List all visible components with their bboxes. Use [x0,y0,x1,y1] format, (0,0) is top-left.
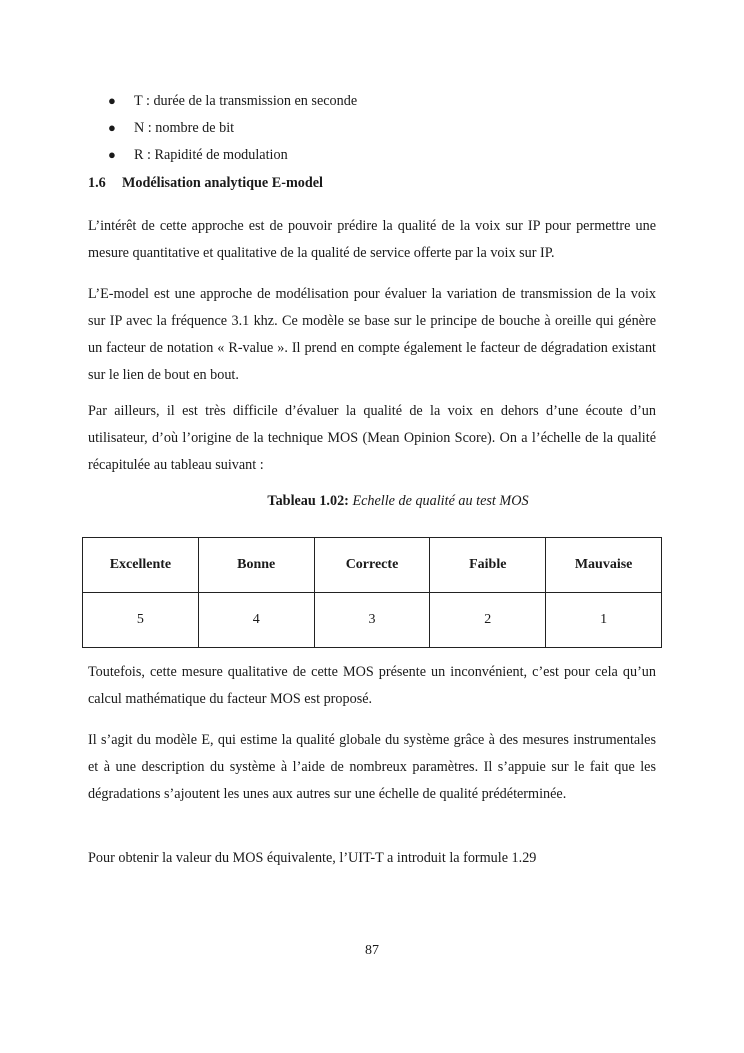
section-heading [88,175,323,192]
table-row [83,593,662,648]
bullet-text: R : Rapidité de modulation [134,146,288,163]
table-caption-label: Tableau 1.02: [267,493,349,509]
bullet-text: T : durée de la transmission en seconde [134,92,358,109]
bullet-list [108,87,357,168]
paragraph: L’E-model est une approche de modélisation pour évaluer la variation de transmission de la voix sur IP avec la fréquence 3.1 khz. Ce modèle se base sur le principe de bouche à oreille qui génère un facteur de notation « R-value ». Il prend en compte également le facteur de dégradation existant sur le lien de bout en bout. [88,286,656,383]
table-header-cell: Bonne [198,538,314,593]
section-title: Modélisation analytique E-model [122,175,324,191]
bullet-text: N : nombre de bit [134,119,235,136]
table-header-row [83,538,662,593]
table-cell: 4 [198,593,314,648]
table-cell: 3 [314,593,430,648]
table-header-cell: Excellente [83,538,199,593]
paragraph: Toutefois, cette mesure qualitative de cette MOS présente un inconvénient, c’est pour cela qu’un calcul mathématique du facteur MOS est proposé. [88,664,656,707]
bullet-icon: ● [108,119,116,135]
section-number: 1.6 [88,175,106,191]
table-cell: 5 [83,593,199,648]
table-header-cell: Mauvaise [546,538,662,593]
table-header-cell: Correcte [314,538,430,593]
mos-table [82,537,662,648]
bullet-icon: ● [108,92,116,108]
table-header-cell: Faible [430,538,546,593]
bullet-item [108,87,357,114]
paragraph: Par ailleurs, il est très difficile d’évaluer la qualité de la voix en dehors d’une écoute d’un utilisateur, d’où l’origine de la technique MOS (Mean Opinion Score). On a l’échelle de la qualité récapitulée au tableau suivant : [88,403,656,473]
table-cell: 1 [546,593,662,648]
paragraph: L’intérêt de cette approche est de pouvoir prédire la qualité de la voix sur IP pour permettre une mesure quantitative et qualitative de la qualité de service offerte par la voix sur IP. [88,218,656,261]
page-number: 87 [365,943,379,958]
paragraph: Pour obtenir la valeur du MOS équivalente, l’UIT-T a introduit la formule 1.29 [88,850,537,866]
table-caption [88,493,708,510]
paragraph: Il s’agit du modèle E, qui estime la qualité globale du système grâce à des mesures instrumentales et à une description du système à l’aide de nombreux paramètres. Il s’appuie sur le fait que les dégradations s’ajoutent les unes aux autres sur une échelle de qualité prédéterminée. [88,732,656,802]
table-caption-text: Echelle de qualité au test MOS [352,493,529,509]
bullet-icon: ● [108,146,116,162]
table-cell: 2 [430,593,546,648]
bullet-item [108,141,357,168]
bullet-item [108,114,357,141]
